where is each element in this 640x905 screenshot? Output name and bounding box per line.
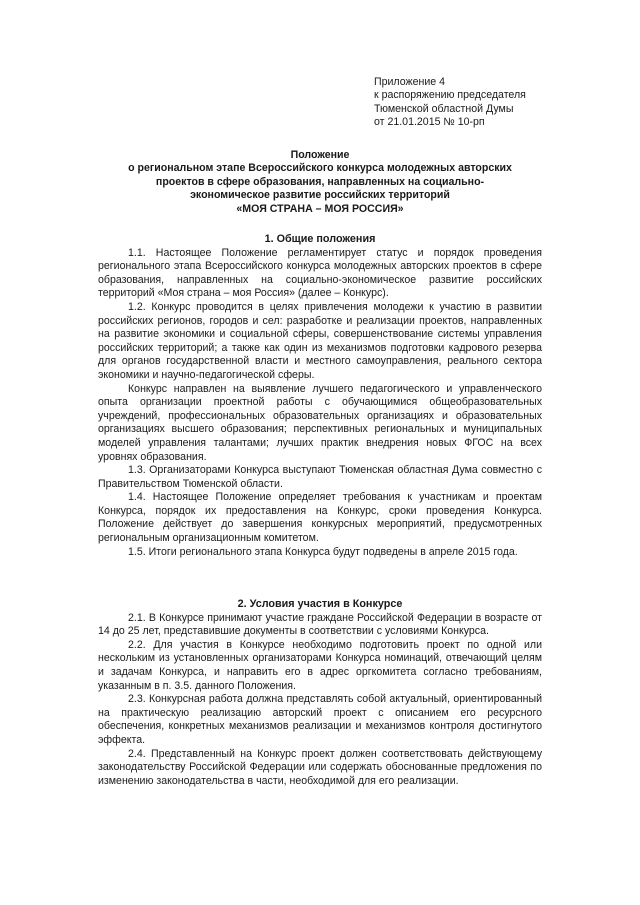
document-title — [98, 149, 542, 216]
title-line: Положение — [290, 149, 350, 161]
paragraph-1-2-continued: Конкурс направлен на выявление лучшего педагогического и управленческого опыта организации проектной работы с обучающимися общеобразовательных учреждений, профессиональных образовательных организациях и образовательных организациях высшего образования; перспективных региональных и муниципальных моделей управления талантами; лучших практик внедрения новых ФГОС на всех уровнях образования. — [98, 382, 542, 463]
paragraph-2-3: 2.3. Конкурсная работа должна представлять собой актуальный, ориентированный на практическую реализацию авторский проект с описанием его ресурсного обеспечения, конкретных механизмов реализации и механизмов контроля достигнутого эффекта. — [98, 693, 542, 746]
paragraph-2-2: 2.2. Для участия в Конкурсе необходимо подготовить проект по одной или нескольким из установленных организаторами Конкурса номинаций, отвечающий целям и задачам Конкурса, и направить его в адрес оргкомитета согласно требованиям, указанным в п. 3.5. данного Положения. — [98, 638, 542, 692]
paragraph-2-1: 2.1. В Конкурсе принимают участие граждане Российской Федерации в возрасте от 14 до 25 лет, представившие документы в соответствии с условиями Конкурса. — [98, 611, 542, 638]
appendix-note — [374, 76, 584, 130]
paragraph-1-5: 1.5. Итоги регионального этапа Конкурса будут подведены в апреле 2015 года. — [128, 545, 518, 558]
appendix-line: от 21.01.2015 № 10-рп — [374, 116, 485, 129]
section-participation-conditions — [98, 598, 542, 788]
paragraph-1-4: 1.4. Настоящее Положение определяет требования к участникам и проектам Конкурса, порядок их предоставления на Конкурс, сроки проведения Конкурса. Положение действует до завершения конкурсных мероприятий, предусмотренных региональным организационным комитетом. — [98, 491, 542, 545]
section-heading: 2. Условия участия в Конкурсе — [237, 598, 403, 610]
title-line: о региональном этапе Всероссийского конкурса молодежных авторских — [128, 162, 512, 175]
appendix-line: Приложение 4 — [374, 76, 445, 88]
paragraph-1-1: 1.1. Настоящее Положение регламентирует статус и порядок проведения регионального этапа Всероссийского конкурса молодежных авторских проектов в сфере образования, направленных на социально-экономическое развитие российских территорий «Моя страна – моя Россия» (далее – Конкурс). — [98, 246, 542, 300]
title-line: «МОЯ СТРАНА – МОЯ РОССИЯ» — [236, 202, 404, 215]
paragraph-1-2: 1.2. Конкурс проводится в целях привлечения молодежи к участию в развитии российских регионов, городов и сел: разработке и реализации проектов, направленных на развитие экономики и социальной сферы, совершенствование системы управления российских территорий; а также как один из механизмов подготовки кадрового резерва для органов государственной власти и местного самоуправления, реального сектора экономики и научно-педагогической сферы. — [98, 300, 542, 381]
section-general-provisions — [98, 233, 542, 559]
appendix-line: Тюменской областной Думы — [374, 102, 514, 115]
paragraph-2-4: 2.4. Представленный на Конкурс проект должен соответствовать действующему законодательству Российской Федерации или содержать обоснованные предложения по изменению законодательства в части, необходимой для его реализации. — [98, 747, 542, 787]
paragraph-1-3: 1.3. Организаторами Конкурса выступают Тюменская областная Дума совместно с Правительством Тюменской области. — [98, 464, 542, 490]
section-heading: 1. Общие положения — [264, 233, 376, 245]
appendix-line: к распоряжению председателя — [374, 89, 526, 102]
title-line: экономическое развитие российских территорий — [190, 189, 450, 202]
title-line: проектов в сфере образования, направленных на социально- — [155, 175, 485, 188]
